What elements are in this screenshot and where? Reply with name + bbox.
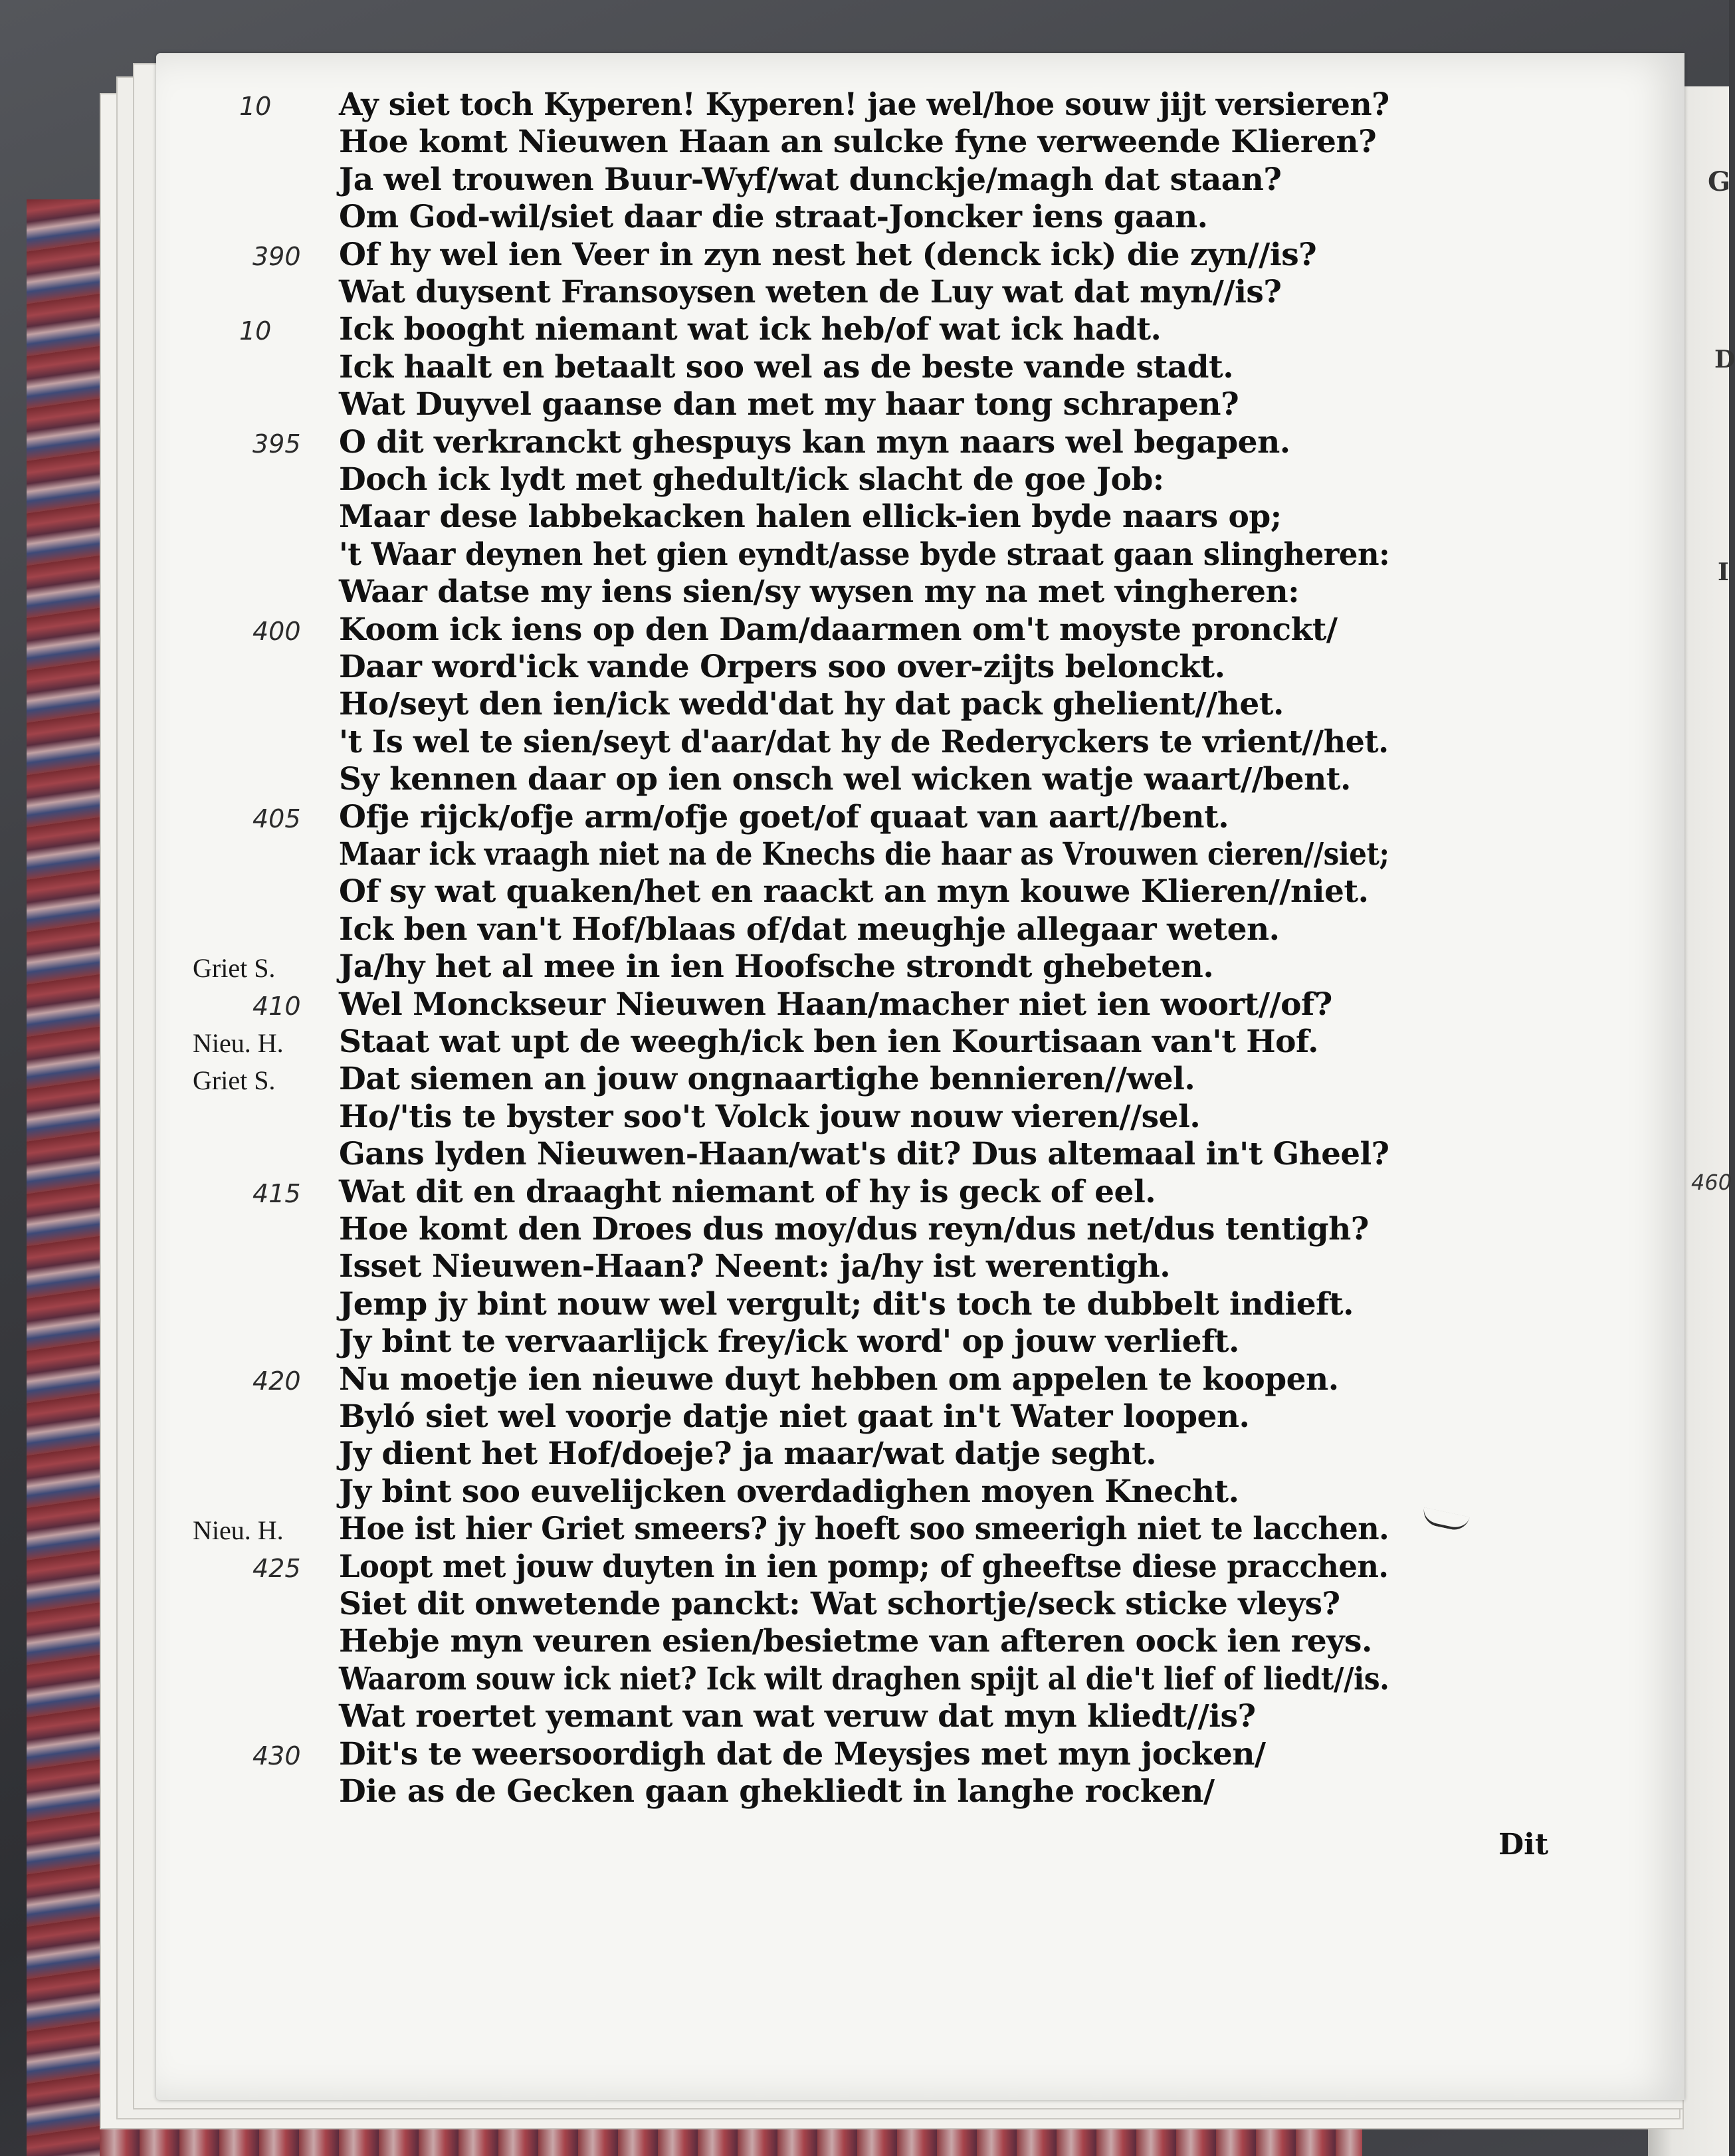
- verse-line: Ho/seyt den ien/ick wedd'dat hy dat pack ghelient//het.: [339, 686, 1284, 723]
- verse-line: Wat roertet yemant van wat veruw dat myn kliedt//is?: [339, 1698, 1256, 1735]
- verse-line: 't Is wel te sien/seyt d'aar/dat hy de Rederyckers te vrient//het.: [339, 723, 1389, 760]
- verse-line: Of sy wat quaken/het en raackt an myn kouwe Klieren//niet.: [339, 873, 1369, 911]
- verse-line: Maar dese labbekacken halen ellick-ien byde naars op;: [339, 498, 1282, 536]
- verse-line: Daar word'ick vande Orpers soo over-zijts belonckt.: [339, 649, 1225, 685]
- line-number-annotation: 425: [253, 1553, 301, 1583]
- verse-line: Sy kennen daar op ien onsch wel wicken watje waart//bent.: [339, 761, 1351, 798]
- speaker-label: Nieu. H.: [193, 1515, 284, 1546]
- verse-line: Staat wat upt de weegh/ick ben ien Kourtisaan van't Hof.: [339, 1024, 1318, 1060]
- verse-line: Ho/'tis te byster soo't Volck jouw nouw vieren//sel.: [339, 1098, 1201, 1135]
- verse-line: Hoe komt den Droes dus moy/dus reyn/dus net/dus tentigh?: [339, 1211, 1369, 1247]
- verse-line: Byló siet wel voorje datje niet gaat in't Water loopen.: [339, 1398, 1250, 1435]
- verse-line: Hoe ist hier Griet smeers? jy hoeft soo smeerigh niet te lacchen.: [339, 1511, 1389, 1548]
- verse-line: Hebje myn veuren esien/besietme van afteren oock ien reys.: [339, 1623, 1372, 1660]
- verse-line: Maar ick vraagh niet na de Knechs die haar as Vrouwen cieren//siet;: [339, 836, 1389, 873]
- verse-line: Ja/hy het al mee in ien Hoofsche strondt ghebeten.: [339, 948, 1214, 986]
- verse-line: Ick booght niemant wat ick heb/of wat ick hadt.: [339, 311, 1162, 348]
- verse-line: Wat Duyvel gaanse dan met my haar tong schrapen?: [339, 386, 1239, 423]
- verse-line: O dit verkranckt ghespuys kan myn naars wel begapen.: [339, 423, 1290, 461]
- verse-line: Doch ick lydt met ghedult/ick slacht de goe Job:: [339, 461, 1164, 498]
- verse-line: Nu moetje ien nieuwe duyt hebben om appelen te koopen.: [339, 1360, 1339, 1398]
- line-number-annotation: 10: [239, 92, 272, 121]
- marbled-binding: [27, 199, 100, 2156]
- line-number-annotation: 390: [253, 241, 301, 271]
- verse-line: Dat siemen an jouw ongnaartighe bennieren//wel.: [339, 1061, 1195, 1098]
- verse-line: Wat duysent Fransoysen weten de Luy wat dat myn//is?: [339, 274, 1282, 310]
- line-number-annotation: 410: [253, 991, 301, 1021]
- verse-line: Jemp jy bint nouw wel vergult; dit's toch te dubbelt indieft.: [339, 1285, 1354, 1323]
- speaker-label: Nieu. H.: [193, 1028, 284, 1058]
- verse-line: Dit's te weersoordigh dat de Meysjes met myn jocken/: [339, 1735, 1266, 1773]
- verse-line: Isset Nieuwen-Haan? Neent: ja/hy ist werentigh.: [339, 1248, 1171, 1285]
- line-number-annotation: 420: [253, 1366, 301, 1396]
- line-number-annotation: 430: [253, 1741, 301, 1771]
- verse-line: Gans lyden Nieuwen-Haan/wat's dit? Dus altemaal in't Gheel?: [339, 1136, 1389, 1173]
- verse-line: 't Waar deynen het gien eyndt/asse byde straat gaan slingheren:: [339, 536, 1390, 573]
- verse-line: Koom ick iens op den Dam/daarmen om't moyste pronckt/: [339, 611, 1338, 648]
- line-number-annotation: 10: [239, 316, 272, 346]
- verse-line: Loopt met jouw duyten in ien pomp; of gheeftse diese pracchen.: [339, 1548, 1389, 1585]
- verse-line: Ja wel trouwen Buur-Wyf/wat dunckje/magh dat staan?: [339, 161, 1282, 198]
- verse-line: Waarom souw ick niet? Ick wilt draghen spijt al die't lief of liedt//is.: [339, 1660, 1389, 1697]
- verse-line: Siet dit onwetende panckt: Wat schortje/seck sticke vleys?: [339, 1586, 1340, 1622]
- verse-line: Jy bint soo euvelijcken overdadighen moyen Knecht.: [339, 1473, 1239, 1510]
- catchword: Dit: [1498, 1828, 1549, 1862]
- line-number-annotation: 395: [253, 429, 301, 459]
- verse-line: Wel Monckseur Nieuwen Haan/macher niet ien woort//of?: [339, 986, 1332, 1023]
- verse-line: Jy dient het Hof/doeje? ja maar/wat datje seght.: [339, 1436, 1157, 1473]
- verse-line: Die as de Gecken gaan ghekliedt in langhe rocken/: [339, 1773, 1215, 1810]
- verse-line: Ick haalt en betaalt soo wel as de beste vande stadt.: [339, 348, 1234, 385]
- line-number-annotation: 400: [253, 616, 301, 646]
- verse-line: Om God-wil/siet daar die straat-Joncker iens gaan.: [339, 199, 1208, 236]
- speaker-label: Griet S.: [193, 953, 276, 984]
- verse-line: Ofje rijck/ofje arm/ofje goet/of quaat van aart//bent.: [339, 798, 1229, 835]
- facing-page-letter: D: [1714, 346, 1735, 374]
- line-number-annotation: 405: [253, 804, 301, 833]
- facing-page-letter: G: [1708, 166, 1731, 197]
- verse-line: Wat dit en draaght niemant of hy is geck of eel.: [339, 1173, 1156, 1210]
- verse-line: Ay siet toch Kyperen! Kyperen! jae wel/hoe souw jijt versieren?: [339, 86, 1389, 123]
- verse-line: Waar datse my iens sien/sy wysen my na met vingheren:: [339, 574, 1300, 611]
- speaker-label: Griet S.: [193, 1065, 276, 1096]
- facing-page-letter: I: [1718, 558, 1729, 586]
- line-number-annotation: 415: [253, 1178, 301, 1208]
- facing-margin-number: 460: [1691, 1170, 1732, 1195]
- verse-line: Jy bint te vervaarlijck frey/ick word' op jouw verlieft.: [339, 1323, 1239, 1360]
- verse-line: Hoe komt Nieuwen Haan an sulcke fyne verweende Klieren?: [339, 124, 1377, 161]
- verse-line: Of hy wel ien Veer in zyn nest het (denck ick) die zyn//is?: [339, 236, 1317, 273]
- verse-line: Ick ben van't Hof/blaas of/dat meughje allegaar weten.: [339, 911, 1280, 948]
